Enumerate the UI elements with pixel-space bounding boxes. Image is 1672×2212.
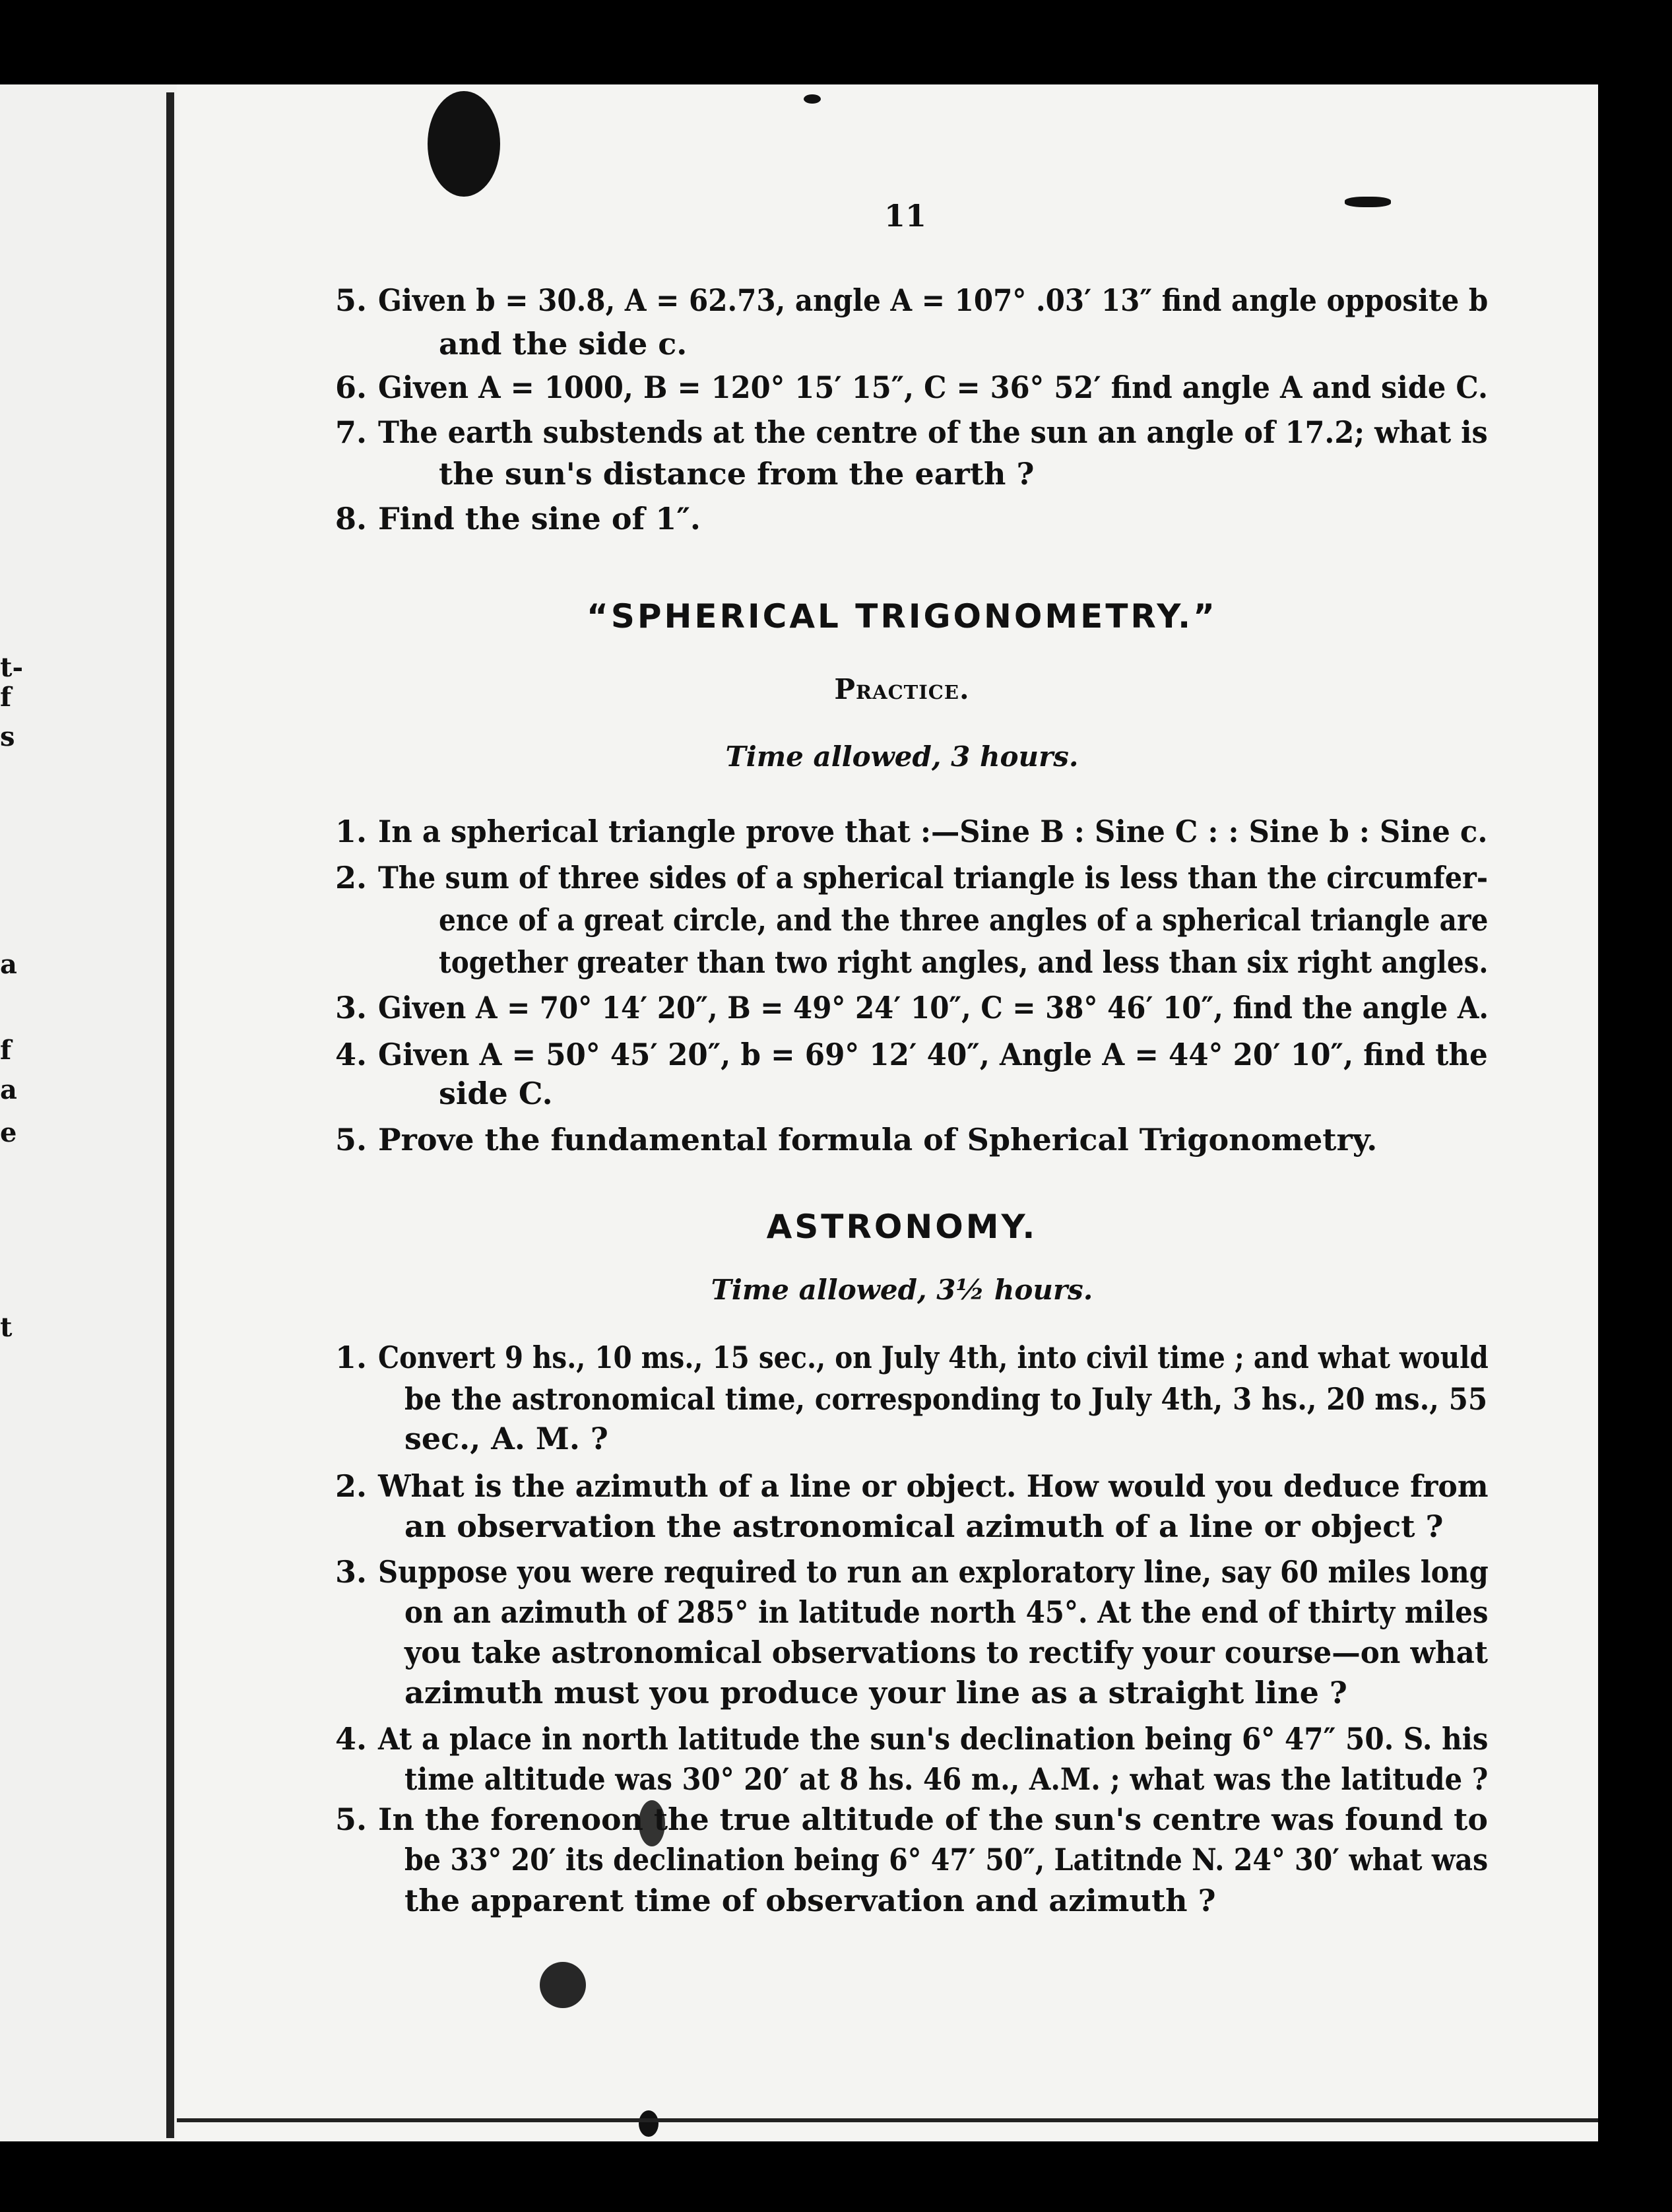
question-line: side C. [439, 1076, 553, 1111]
question-number: 3. [335, 990, 368, 1025]
question-line: Given A = 50° 45′ 20″, b = 69° 12′ 40″, Angle A = 44° 20′ 10″, find the [378, 1037, 1488, 1072]
question-line: an observation the astronomical azimuth of a line or object ? [404, 1509, 1444, 1544]
margin-fragment: a [0, 949, 17, 980]
question-line: Given A = 1000, B = 120° 15′ 15″, C = 36° 52′ find angle A and side C. [378, 370, 1488, 405]
ink-blot [428, 91, 500, 197]
margin-fragment: t [0, 1312, 13, 1343]
margin-fragment: t- [0, 652, 24, 683]
margin-fragment: f [0, 682, 12, 713]
question-line: Given b = 30.8, A = 62.73, angle A = 107° .03′ 13″ find angle opposite b [378, 282, 1489, 318]
question-line: azimuth must you produce your line as a straight line ? [404, 1675, 1347, 1710]
section-heading: ASTRONOMY. [766, 1208, 1038, 1246]
ink-mark [1345, 197, 1391, 207]
question-line: The sum of three sides of a spherical triangle is less than the circumfer- [378, 860, 1489, 895]
time-allowed: Time allowed, 3 hours. [725, 740, 1079, 773]
question-number: 3. [335, 1554, 368, 1590]
margin-fragment: s [0, 721, 15, 752]
question-number: 4. [335, 1721, 368, 1757]
question-line: Given A = 70° 14′ 20″, B = 49° 24′ 10″, C = 38° 46′ 10″, find the angle A. [378, 990, 1489, 1025]
question-line: Prove the fundamental formula of Spherical Trigonometry. [378, 1122, 1378, 1157]
question-line: Suppose you were required to run an exploratory line, say 60 miles long [378, 1554, 1489, 1590]
ink-speck [639, 2110, 659, 2137]
question-line: the apparent time of observation and azimuth ? [404, 1883, 1216, 1918]
scan-top-border [0, 0, 1672, 84]
question-line: on an azimuth of 285° in latitude north 45°. At the end of thirty miles [404, 1594, 1489, 1630]
question-line: The earth substends at the centre of the sun an angle of 17.2; what is [378, 414, 1488, 450]
question-line: What is the azimuth of a line or object. How would you deduce from [378, 1468, 1489, 1504]
time-allowed: Time allowed, 3½ hours. [711, 1274, 1093, 1306]
question-line: Convert 9 hs., 10 ms., 15 sec., on July 4th, into civil time ; and what would [378, 1340, 1489, 1375]
page-bottom-rule [177, 2118, 1598, 2122]
margin-fragment: a [0, 1074, 17, 1105]
margin-fragment: f [0, 1035, 12, 1066]
section-subheading: Practice. [834, 673, 970, 705]
question-number: 1. [335, 814, 368, 849]
question-line: sec., A. M. ? [404, 1421, 608, 1456]
question-line: In the forenoon the true altitude of the sun's centre was found to [378, 1802, 1488, 1837]
question-line: be 33° 20′ its declination being 6° 47′ 50″, Latitnde N. 24° 30′ what was [404, 1842, 1489, 1877]
question-line: be the astronomical time, corresponding to July 4th, 3 hs., 20 ms., 55 [404, 1381, 1488, 1417]
question-line: and the side c. [439, 326, 688, 362]
facing-page-edge [0, 84, 177, 2141]
question-number: 2. [335, 1468, 368, 1504]
question-line: At a place in north latitude the sun's declination being 6° 47″ 50. S. his [378, 1721, 1489, 1757]
book-gutter [166, 92, 174, 2138]
scan-right-border [1598, 0, 1672, 2212]
question-number: 5. [335, 1802, 368, 1837]
question-line: Find the sine of 1″. [378, 501, 701, 537]
question-line: the sun's distance from the earth ? [439, 456, 1035, 492]
section-heading: “SPHERICAL TRIGONOMETRY.” [587, 597, 1217, 635]
scan-bottom-border [0, 2141, 1672, 2212]
page-number: 11 [884, 198, 927, 234]
question-number: 1. [335, 1340, 368, 1375]
question-number: 4. [335, 1037, 368, 1072]
question-number: 5. [335, 1122, 368, 1157]
question-line: ence of a great circle, and the three angles of a spherical triangle are [439, 902, 1489, 938]
question-line: you take astronomical observations to rectify your course—on what [404, 1635, 1488, 1670]
question-number: 6. [335, 370, 368, 405]
question-line: In a spherical triangle prove that :—Sine B : Sine C : : Sine b : Sine c. [378, 814, 1488, 849]
question-number: 7. [335, 414, 368, 450]
ink-speck [804, 94, 821, 104]
question-number: 8. [335, 501, 368, 537]
ink-smudge [540, 1962, 586, 2008]
question-line: time altitude was 30° 20′ at 8 hs. 46 m., A.M. ; what was the latitude ? [404, 1761, 1489, 1797]
question-number: 5. [335, 282, 368, 318]
question-number: 2. [335, 860, 368, 895]
margin-fragment: e [0, 1117, 17, 1148]
question-line: together greater than two right angles, and less than six right angles. [439, 944, 1489, 980]
